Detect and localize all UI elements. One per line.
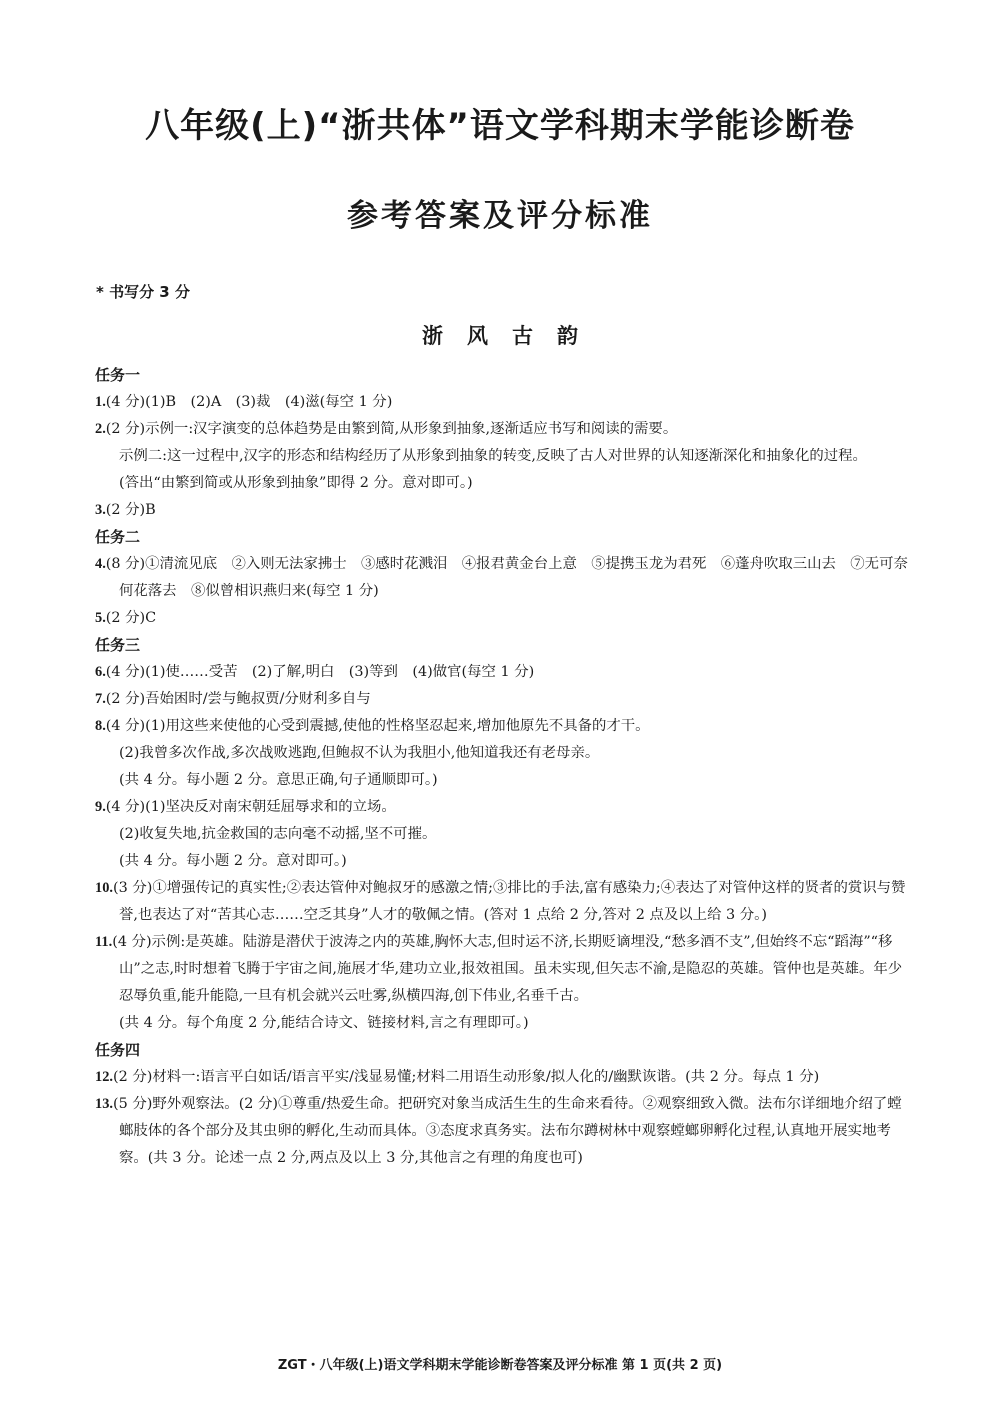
question-number: 8.	[95, 718, 106, 734]
answer-text: (4 分)(1)B (2)A (3)裁 (4)滋(每空 1 分)	[105, 394, 393, 410]
question-number: 4.	[95, 556, 106, 572]
question-number: 11.	[95, 934, 113, 950]
answer-item-2	[95, 416, 915, 443]
answer-item-4	[95, 551, 915, 605]
answer-text: (4 分)示例:是英雄。陆游是潜伏于波涛之内的英雄,胸怀大志,但时运不济,长期贬谪埋没,“愁多酒不支”,但始终不忘“蹈海”“移山”之志,时时想着飞腾于宇宙之间,施展才华,建功立业,报效祖国。虽未实现,但矢志不渝,是隐忍的英雄。管仲也是英雄。年少忍辱负重,能升能隐,一旦有机会就兴云吐雾,纵横四海,创下伟业,名垂千古。	[112, 934, 903, 1004]
answer-item-13	[95, 1091, 915, 1172]
question-number: 3.	[95, 502, 106, 518]
question-number: 12.	[95, 1069, 113, 1085]
answer-item-5	[95, 605, 915, 632]
page-title: 八年级(上)“浙共体”语文学科期末学能诊断卷	[145, 106, 855, 146]
answer-item-9	[95, 794, 915, 821]
answer-text: (4 分)(1)坚决反对南宋朝廷屈辱求和的立场。	[105, 799, 396, 815]
question-number: 1.	[95, 394, 106, 410]
page-footer: ZGT・八年级(上)语文学科期末学能诊断卷答案及评分标准 第 1 页(共 2 页)	[277, 1358, 723, 1373]
question-number: 2.	[95, 421, 106, 437]
task-heading-2: 任务二	[95, 528, 141, 546]
section-title	[0, 320, 1000, 350]
answer-text: (2 分)示例一:汉字演变的总体趋势是由繁到简,从形象到抽象,逐渐适应书写和阅读的需要。	[105, 421, 678, 437]
answer-text: (3 分)①增强传记的真实性;②表达管仲对鲍叔牙的感激之情;③排比的手法,富有感染力;④表达了对管仲这样的贤者的赏识与赞誉,也表达了对“苦其心志……空乏其身”人才的敬佩之情。(答对 1 点给 2 分,答对 2 点及以上给 3 分。)	[113, 880, 906, 923]
task-heading-1: 任务一	[95, 366, 141, 384]
answer-item-1	[95, 389, 915, 416]
answer-item-3	[95, 497, 915, 524]
answer-item-12	[95, 1064, 915, 1091]
answer-text: (5 分)野外观察法。(2 分)①尊重/热爱生命。把研究对象当成活生生的生命来看待。②观察细致入微。法布尔详细地介绍了螳螂肢体的各个部分及其虫卵的孵化,生动而具体。③态度求真务实。法布尔蹲树林中观察螳螂卵孵化过程,认真地开展实地考察。(共 3 分。论述一点 2 分,两点及以上 3 分,其他言之有理的角度也可)	[113, 1096, 902, 1166]
answer-item-2-example-2: 示例二:这一过程中,汉字的形态和结构经历了从形象到抽象的转变,反映了古人对世界的认知逐渐深化和抽象化的过程。	[119, 448, 867, 464]
answer-text: (2 分)吾始困时/尝与鲍叔贾/分财利多自与	[105, 691, 371, 707]
task-heading-3: 任务三	[95, 636, 141, 654]
question-number: 6.	[95, 664, 106, 680]
answer-text: (2 分)B	[105, 502, 156, 518]
answer-item-9-part-2: (2)收复失地,抗金救国的志向毫不动摇,坚不可摧。	[119, 826, 437, 842]
writing-score-note: * 书写分 3 分	[96, 283, 190, 301]
question-number: 10.	[95, 880, 113, 896]
answer-item-10	[95, 875, 915, 929]
section-title-char: 风	[467, 324, 488, 348]
answer-item-11	[95, 929, 915, 1010]
section-title-char: 韵	[557, 324, 578, 348]
section-title-char: 浙	[422, 324, 443, 348]
page-subtitle: 参考答案及评分标准	[347, 198, 653, 234]
answer-content	[95, 362, 915, 1172]
answer-item-2-note: (答出“由繁到简或从形象到抽象”即得 2 分。意对即可。)	[119, 475, 473, 491]
answer-item-7	[95, 686, 915, 713]
answer-item-9-note: (共 4 分。每小题 2 分。意对即可。)	[119, 853, 347, 869]
answer-item-8	[95, 713, 915, 740]
answer-text: (4 分)(1)用这些来使他的心受到震撼,使他的性格坚忍起来,增加他原先不具备的才干。	[105, 718, 650, 734]
answer-text: (2 分)材料一:语言平白如话/语言平实/浅显易懂;材料二用语生动形象/拟人化的/幽默诙谐。(共 2 分。每点 1 分)	[113, 1069, 820, 1085]
answer-text: (4 分)(1)使……受苦 (2)了解,明白 (3)等到 (4)做官(每空 1 分)	[105, 664, 535, 680]
answer-item-8-note: (共 4 分。每小题 2 分。意思正确,句子通顺即可。)	[119, 772, 438, 788]
answer-text: (2 分)C	[105, 610, 157, 626]
question-number: 13.	[95, 1096, 113, 1112]
question-number: 7.	[95, 691, 106, 707]
task-heading-4: 任务四	[95, 1041, 141, 1059]
answer-item-8-part-2: (2)我曾多次作战,多次战败逃跑,但鲍叔不认为我胆小,他知道我还有老母亲。	[119, 745, 600, 761]
answer-text: (8 分)①清流见底 ②入则无法家拂士 ③感时花溅泪 ④报君黄金台上意 ⑤提携玉龙为君死 ⑥蓬舟吹取三山去 ⑦无可奈何花落去 ⑧似曾相识燕归来(每空 1 分)	[105, 556, 908, 599]
answer-item-11-note: (共 4 分。每个角度 2 分,能结合诗文、链接材料,言之有理即可。)	[119, 1015, 529, 1031]
question-number: 9.	[95, 799, 106, 815]
question-number: 5.	[95, 610, 106, 626]
answer-item-6	[95, 659, 915, 686]
section-title-char: 古	[512, 324, 533, 348]
